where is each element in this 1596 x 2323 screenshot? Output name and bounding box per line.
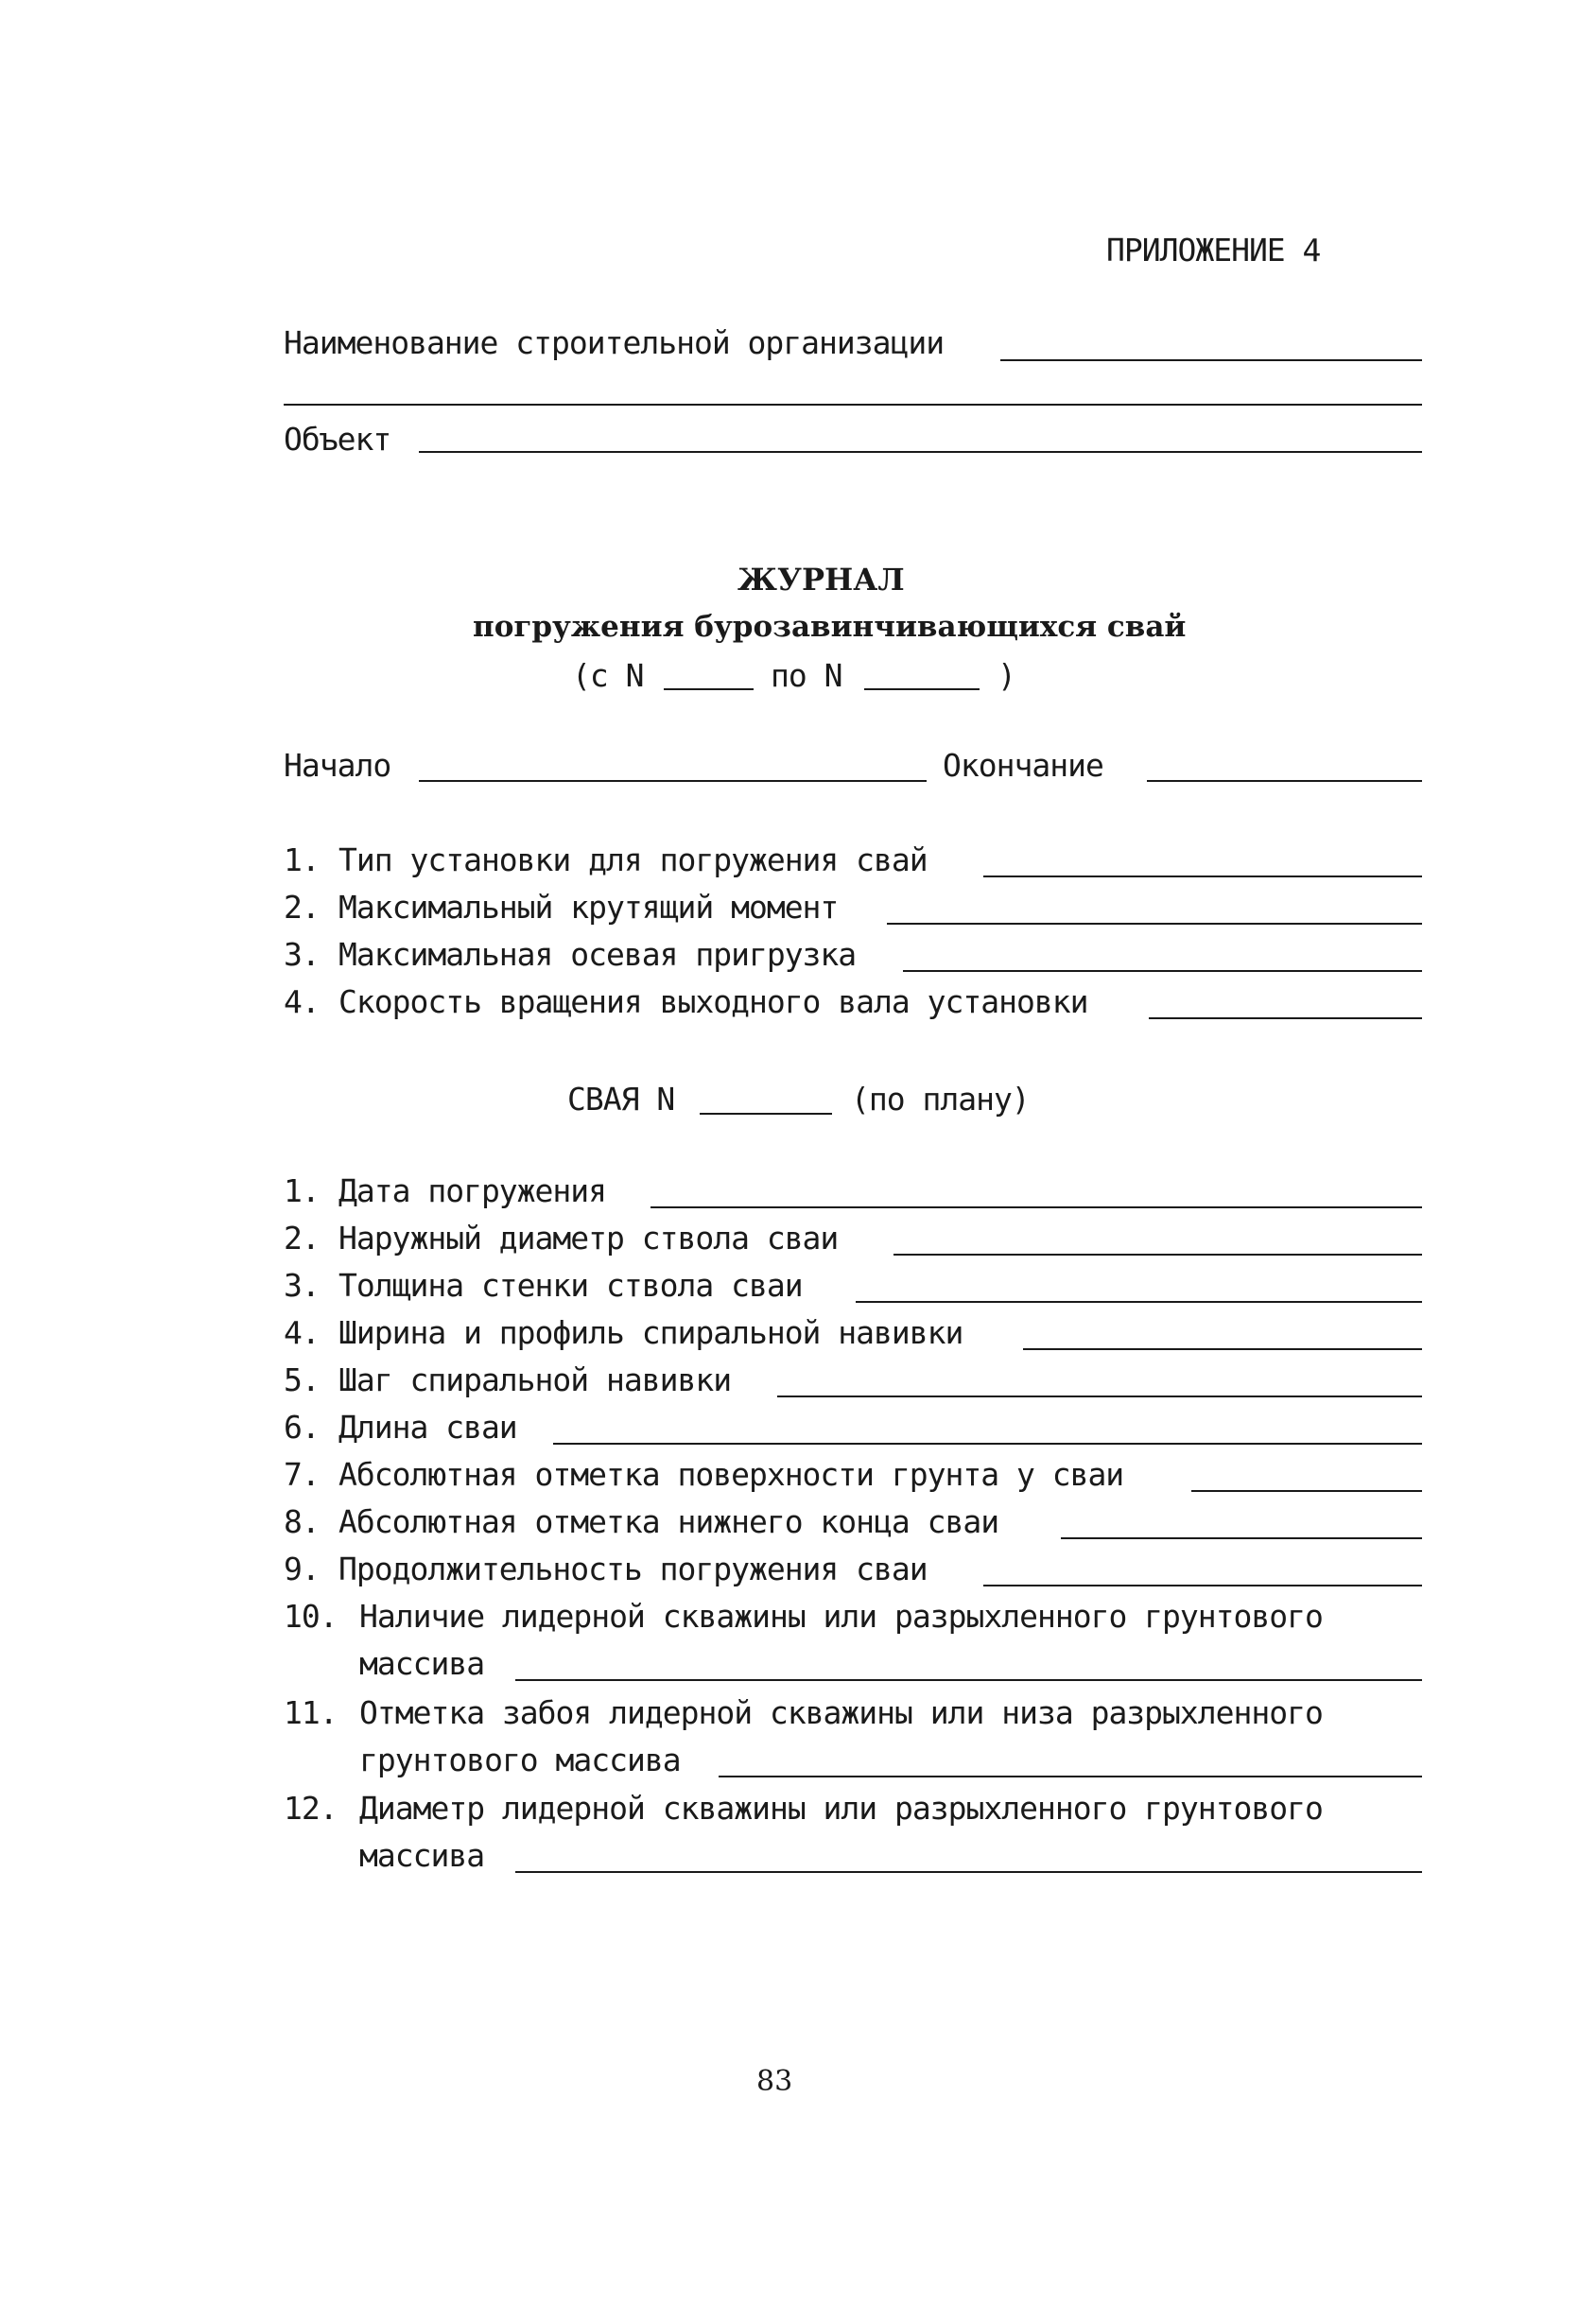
equipment-line-1 [983, 875, 1422, 877]
item-number: 11. [284, 1694, 338, 1731]
pile-line-5 [777, 1396, 1422, 1397]
pile-item-10-cont: массива [359, 1645, 485, 1682]
item-label: Максимальная осевая пригрузка [338, 936, 857, 973]
item-label: Отметка забоя лидерной скважины или низа разрыхленного [359, 1694, 1323, 1731]
pile-item-11 [284, 1694, 1323, 1732]
range-from: (с N [572, 657, 644, 694]
equipment-item-3 [284, 936, 856, 974]
pile-item-9 [284, 1551, 928, 1588]
item-label: Продолжительность погружения сваи [338, 1551, 928, 1587]
pile-item-12 [284, 1790, 1323, 1828]
equipment-line-2 [887, 923, 1422, 925]
item-label: Скорость вращения выходного вала установки [338, 983, 1088, 1020]
object-label: Объект [284, 421, 391, 458]
start-line [419, 780, 927, 782]
pile-suffix: (по плану) [851, 1081, 1030, 1118]
range-close: ) [998, 657, 1015, 694]
item-number: 2. [284, 1220, 320, 1257]
pile-line-3 [856, 1301, 1422, 1303]
item-number: 4. [284, 1314, 320, 1351]
item-number: 5. [284, 1361, 320, 1398]
end-label: Окончание [943, 747, 1103, 784]
pile-item-1 [284, 1172, 606, 1210]
journal-subtitle: погружения бурозавинчивающихся свай [473, 610, 1187, 644]
pile-line-8 [1061, 1537, 1422, 1539]
equipment-line-4 [1149, 1017, 1422, 1019]
pile-label: СВАЯ N [567, 1081, 675, 1118]
item-label: Наружный диаметр ствола сваи [338, 1220, 839, 1257]
organization-line-2 [284, 404, 1422, 406]
item-number: 4. [284, 983, 320, 1020]
item-label: Ширина и профиль спиральной навивки [338, 1314, 963, 1351]
equipment-item-4 [284, 983, 1087, 1021]
pile-item-2 [284, 1220, 838, 1257]
object-line [419, 451, 1422, 453]
item-label: Шаг спиральной навивки [338, 1361, 732, 1398]
pile-item-4 [284, 1314, 963, 1352]
item-label: Диаметр лидерной скважины или разрыхленного грунтового [359, 1790, 1323, 1827]
range-from-line [664, 688, 754, 690]
appendix-label: ПРИЛОЖЕНИЕ 4 [1106, 232, 1321, 269]
pile-item-6 [284, 1409, 517, 1447]
item-label: Длина сваи [338, 1409, 517, 1446]
item-number: 6. [284, 1409, 320, 1446]
item-label: Тип установки для погружения свай [338, 841, 928, 878]
pile-item-3 [284, 1267, 803, 1305]
equipment-line-3 [903, 970, 1422, 972]
item-number: 3. [284, 1267, 320, 1304]
item-number: 1. [284, 841, 320, 878]
pile-item-11-cont: грунтового массива [359, 1742, 681, 1778]
range-mid: по N [771, 657, 842, 694]
equipment-item-1 [284, 841, 928, 879]
item-number: 1. [284, 1172, 320, 1209]
pile-number-line [700, 1113, 832, 1115]
pile-item-5 [284, 1361, 731, 1399]
pile-line-4 [1023, 1348, 1422, 1350]
journal-title: ЖУРНАЛ [737, 562, 905, 598]
pile-line-10 [515, 1679, 1422, 1681]
pile-line-2 [893, 1254, 1422, 1256]
organization-label: Наименование строительной организации [284, 324, 945, 361]
pile-line-6 [553, 1443, 1422, 1445]
pile-line-7 [1191, 1490, 1422, 1492]
item-number: 8. [284, 1503, 320, 1540]
organization-line [1000, 359, 1422, 361]
item-number: 7. [284, 1456, 320, 1493]
item-label: Толщина стенки ствола сваи [338, 1267, 803, 1304]
pile-item-10 [284, 1598, 1323, 1636]
item-label: Абсолютная отметка поверхности грунта у сваи [338, 1456, 1124, 1493]
item-number: 9. [284, 1551, 320, 1587]
pile-line-1 [651, 1206, 1422, 1208]
pile-line-12 [515, 1871, 1422, 1873]
range-to-line [864, 688, 980, 690]
page-number: 83 [756, 2065, 793, 2098]
end-line [1147, 780, 1422, 782]
item-label: Наличие лидерной скважины или разрыхленного грунтового [359, 1598, 1323, 1635]
item-number: 3. [284, 936, 320, 973]
pile-item-8 [284, 1503, 998, 1541]
pile-line-9 [983, 1585, 1422, 1586]
item-label: Абсолютная отметка нижнего конца сваи [338, 1503, 999, 1540]
pile-item-12-cont: массива [359, 1837, 485, 1874]
item-number: 10. [284, 1598, 338, 1635]
item-label: Максимальный крутящий момент [338, 889, 839, 926]
item-number: 2. [284, 889, 320, 926]
pile-item-7 [284, 1456, 1123, 1494]
pile-line-11 [719, 1776, 1422, 1777]
item-number: 12. [284, 1790, 338, 1827]
item-label: Дата погружения [338, 1172, 607, 1209]
start-label: Начало [284, 747, 391, 784]
equipment-item-2 [284, 889, 838, 927]
